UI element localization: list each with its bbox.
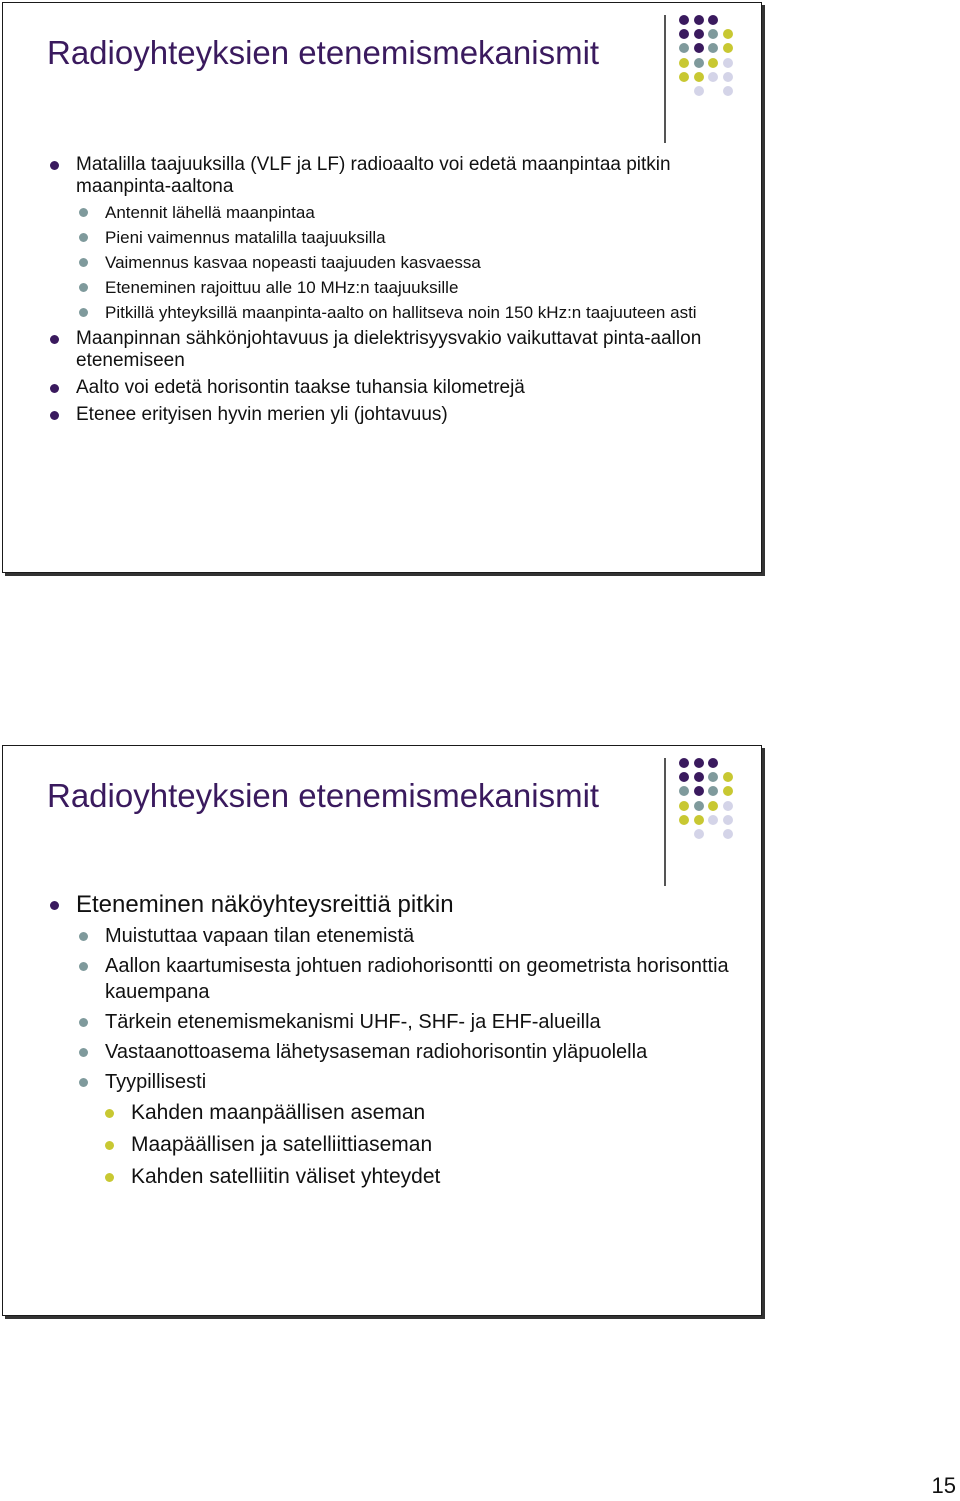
decorative-dot: [708, 29, 718, 39]
decorative-dot: [694, 786, 704, 796]
bullet-text: Kahden satelliitin väliset yhteydet: [131, 1165, 441, 1188]
decorative-dot: [679, 15, 689, 25]
bullet-list: [47, 149, 741, 426]
decorative-dot: [694, 72, 704, 82]
decorative-dot: [723, 72, 733, 82]
bullet-icon: [50, 411, 59, 420]
bullet-item-level-2: [47, 277, 741, 298]
bullet-item-level-2: [47, 1069, 741, 1095]
decorative-dot: [694, 801, 704, 811]
decorative-dot: [708, 43, 718, 53]
decorative-dot: [723, 786, 733, 796]
decorative-dot: [708, 786, 718, 796]
bullet-item-level-2: [47, 202, 741, 223]
title-divider: [664, 758, 666, 886]
bullet-text: Tärkein etenemismekanismi UHF-, SHF- ja EHF-alueilla: [105, 1011, 601, 1033]
bullet-icon: [50, 901, 59, 910]
bullet-item-level-2: [47, 923, 741, 949]
decorative-dot: [708, 15, 718, 25]
bullet-item-level-3: [47, 1099, 741, 1127]
decorative-dot: [694, 86, 704, 96]
bullet-item-level-1: [47, 154, 741, 198]
bullet-text: Muistuttaa vapaan tilan etenemistä: [105, 925, 415, 947]
bullet-text: Eteneminen näköyhteysreittiä pitkin: [76, 891, 454, 918]
bullet-icon: [79, 1018, 88, 1027]
bullet-icon: [50, 335, 59, 344]
title-divider: [664, 15, 666, 143]
decorative-dot: [679, 801, 689, 811]
decorative-dot: [679, 758, 689, 768]
bullet-text: Antennit lähellä maanpintaa: [105, 203, 315, 222]
bullet-item-level-2: [47, 1009, 741, 1035]
bullet-icon: [79, 932, 88, 941]
decorative-dot-grid: [679, 758, 749, 870]
bullet-icon: [105, 1173, 114, 1182]
bullet-text: Matalilla taajuuksilla (VLF ja LF) radioaalto voi edetä maanpintaa pitkin maanpinta-aaltona: [76, 154, 671, 197]
decorative-dot: [723, 829, 733, 839]
bullet-text: Maanpinnan sähkönjohtavuus ja dielektrisyysvakio vaikuttavat pinta-aallon etenemiseen: [76, 328, 702, 371]
bullet-item-level-2: [47, 227, 741, 248]
decorative-dot: [723, 58, 733, 68]
decorative-dot: [708, 72, 718, 82]
bullet-text: Etenee erityisen hyvin merien yli (johtavuus): [76, 404, 448, 425]
slide-title: Radioyhteyksien etenemismekanismit: [47, 777, 600, 814]
decorative-dot: [723, 86, 733, 96]
bullet-icon: [79, 233, 88, 242]
bullet-list: [47, 891, 741, 1191]
bullet-item-level-1: [47, 404, 741, 426]
bullet-item-level-2: [47, 1039, 741, 1065]
bullet-icon: [105, 1109, 114, 1118]
page-number: 15: [931, 1473, 956, 1498]
bullet-text: Vastaanottoasema lähetysaseman radiohorisontin yläpuolella: [105, 1041, 648, 1063]
decorative-dot: [708, 801, 718, 811]
decorative-dot: [679, 786, 689, 796]
decorative-dot: [694, 58, 704, 68]
bullet-icon: [105, 1141, 114, 1150]
bullet-text: Pieni vaimennus matalilla taajuuksilla: [105, 228, 386, 247]
bullet-item-level-2: [47, 953, 741, 1005]
decorative-dot: [694, 829, 704, 839]
bullet-icon: [50, 161, 59, 170]
bullet-icon: [79, 1048, 88, 1057]
decorative-dot: [679, 772, 689, 782]
decorative-dot: [694, 758, 704, 768]
bullet-icon: [79, 1078, 88, 1087]
bullet-item-level-2: [47, 302, 741, 323]
decorative-dot: [723, 29, 733, 39]
bullet-item-level-3: [47, 1131, 741, 1159]
decorative-dot: [723, 801, 733, 811]
slide-1: [2, 2, 762, 573]
decorative-dot: [708, 772, 718, 782]
decorative-dot: [679, 29, 689, 39]
slide-2: [2, 745, 762, 1316]
decorative-dot: [694, 29, 704, 39]
bullet-text: Eteneminen rajoittuu alle 10 MHz:n taajuuksille: [105, 278, 459, 297]
bullet-text: Aallon kaartumisesta johtuen radiohorisontti on geometrista horisonttia kauempana: [105, 955, 729, 1003]
decorative-dot-grid: [679, 15, 749, 127]
slide-title: Radioyhteyksien etenemismekanismit: [47, 34, 600, 71]
bullet-text: Maapäällisen ja satelliittiaseman: [131, 1133, 433, 1156]
decorative-dot: [723, 43, 733, 53]
bullet-icon: [50, 384, 59, 393]
bullet-item-level-1: [47, 377, 741, 399]
decorative-dot: [694, 815, 704, 825]
decorative-dot: [708, 58, 718, 68]
decorative-dot: [679, 43, 689, 53]
decorative-dot: [679, 72, 689, 82]
decorative-dot: [679, 815, 689, 825]
bullet-item-level-3: [47, 1163, 741, 1191]
bullet-icon: [79, 308, 88, 317]
bullet-icon: [79, 962, 88, 971]
decorative-dot: [708, 758, 718, 768]
bullet-text: Tyypillisesti: [105, 1071, 207, 1093]
bullet-text: Aalto voi edetä horisontin taakse tuhansia kilometrejä: [76, 377, 525, 398]
decorative-dot: [723, 815, 733, 825]
decorative-dot: [694, 43, 704, 53]
decorative-dot: [694, 772, 704, 782]
bullet-item-level-2: [47, 252, 741, 273]
bullet-icon: [79, 283, 88, 292]
decorative-dot: [694, 15, 704, 25]
bullet-text: Kahden maanpäällisen aseman: [131, 1101, 426, 1124]
bullet-item-level-1: [47, 328, 741, 372]
decorative-dot: [708, 815, 718, 825]
bullet-item-level-1: [47, 891, 741, 919]
bullet-text: Vaimennus kasvaa nopeasti taajuuden kasvaessa: [105, 253, 481, 272]
bullet-text: Pitkillä yhteyksillä maanpinta-aalto on hallitseva noin 150 kHz:n taajuuteen asti: [105, 303, 697, 322]
bullet-icon: [79, 208, 88, 217]
bullet-icon: [79, 258, 88, 267]
decorative-dot: [723, 772, 733, 782]
decorative-dot: [679, 58, 689, 68]
